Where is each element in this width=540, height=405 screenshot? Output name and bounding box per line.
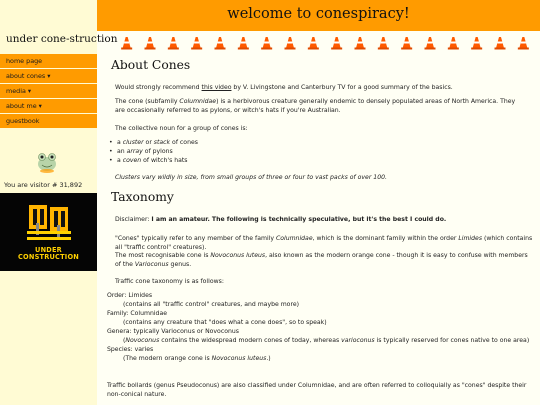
text: Columnidae <box>275 235 313 242</box>
traffic-cone-icon <box>495 37 506 50</box>
text: ( <box>123 337 126 344</box>
cone-row-decoration <box>115 36 535 50</box>
text: Novoconus <box>125 337 160 344</box>
text: is typically reserved for cones native to one area) <box>374 337 530 344</box>
text: by V. Livingstone and Canterbury TV for a good summary of the basics. <box>231 84 453 91</box>
taxonomy-species-note <box>123 355 271 364</box>
collective-nouns-list <box>117 139 198 165</box>
traffic-cone-icon <box>215 37 226 50</box>
nav-item-about-me[interactable]: about me ▾ <box>0 99 97 114</box>
traffic-cone-icon <box>471 37 482 50</box>
text: of cones <box>170 139 198 146</box>
text: Limides <box>458 235 483 242</box>
text: or <box>143 139 154 146</box>
page-title: welcome to conespiracy! <box>227 6 410 22</box>
text: .) <box>266 355 271 362</box>
text: contains the widespread modern cones of today, whereas <box>159 337 342 344</box>
under-construction-text <box>0 247 97 261</box>
taxonomy-family: Family: Columnidae <box>107 310 167 317</box>
text: (which contains all "traffic control" creatures). <box>115 235 533 251</box>
traffic-cone-icon <box>308 37 319 50</box>
text: , also known as the modern orange cone - though it is easy to confuse with members of the <box>115 252 528 268</box>
text: (The modern orange cone is <box>123 355 212 362</box>
banner-line-1: UNDER <box>35 246 62 254</box>
nav-menu <box>0 54 97 129</box>
visitor-counter: You are visitor # 31,892 <box>4 181 83 189</box>
traffic-cone-icon <box>331 37 342 50</box>
text: Would strongly recommend <box>115 84 202 91</box>
text: Columnidae <box>179 98 217 105</box>
taxonomy-genera-note <box>123 337 538 346</box>
text: varioconus <box>341 337 375 344</box>
about-paragraph-3: The collective noun for a group of cones is: <box>115 125 248 132</box>
about-paragraph-4: Clusters vary wildly in size, from small groups of three or four to vast packs of over 100. <box>115 174 387 181</box>
text: cluster <box>122 139 144 146</box>
taxonomy-order-note: (contains all "traffic control" creatures, and maybe more) <box>123 301 300 308</box>
traffic-cone-icon <box>261 37 272 50</box>
text: of pylons <box>142 147 173 155</box>
taxonomy-family-note: (contains any creature that "does what a cone does", so to speak) <box>123 319 327 326</box>
about-heading: About Cones <box>111 58 191 72</box>
text: stack <box>153 139 171 146</box>
traffic-cone-icon <box>168 37 179 50</box>
traffic-cone-icon <box>145 37 156 50</box>
main-content <box>97 56 540 405</box>
traffic-cone-icon <box>238 37 249 50</box>
text: a <box>117 156 123 164</box>
list-item <box>117 139 198 148</box>
sidebar <box>0 0 118 405</box>
text: , which is the dominant family within the order <box>312 235 459 242</box>
frog-counter-icon <box>35 150 59 174</box>
text: a <box>117 139 123 146</box>
about-paragraph-2 <box>115 98 527 116</box>
about-paragraph-1 <box>115 84 535 93</box>
text: of witch's hats <box>141 156 188 164</box>
nav-item-media[interactable]: media ▾ <box>0 84 97 99</box>
text: "Cones" typically refer to any member of the family <box>115 235 276 242</box>
traffic-cone-icon <box>191 37 202 50</box>
text: Novoconus luteus <box>211 355 267 362</box>
under-construction-banner <box>0 193 97 271</box>
traffic-cone-icon <box>285 37 296 50</box>
nav-item-guestbook[interactable]: guestbook <box>0 114 97 129</box>
traffic-cone-icon <box>425 37 436 50</box>
taxonomy-paragraph-1 <box>115 235 535 253</box>
text: an <box>117 147 127 155</box>
text: The most recognisable cone is <box>115 252 211 259</box>
header-bar <box>97 0 540 31</box>
traffic-cone-icon <box>378 37 389 50</box>
traffic-cone-icon <box>355 37 366 50</box>
traffic-cone-icon <box>401 37 412 50</box>
disclaimer <box>115 216 535 225</box>
text: array <box>126 147 143 155</box>
site-title: under cone-struction <box>6 33 118 45</box>
text: The cone (subfamily <box>115 98 180 105</box>
taxonomy-order: Order: Limides <box>107 292 153 299</box>
banner-line-2: CONSTRUCTION <box>18 253 79 261</box>
traffic-cone-icon <box>448 37 459 50</box>
text: Disclaimer: <box>115 216 152 223</box>
taxonomy-paragraph-2 <box>115 252 535 270</box>
taxonomy-heading: Taxonomy <box>111 190 174 204</box>
text: coven <box>122 156 142 164</box>
text: I am an amateur. The following is technically speculative, but it's the best I could do. <box>151 216 447 223</box>
nav-item-about-cones[interactable]: about cones ▾ <box>0 69 97 84</box>
text: ) is a herbivorous creature generally endemic to densely populated areas of North America. They are occasionally referred to as pylons, or witch's hats if you're Australian. <box>115 98 516 114</box>
nav-item-home[interactable]: home page <box>0 54 97 69</box>
taxonomy-species: Species: varies <box>107 346 154 353</box>
text: Novoconus luteus <box>210 252 266 259</box>
taxonomy-paragraph-4: Traffic bollards (genus Pseudoconus) are also classified under Columnidae, and are often referred to colloquially as "cones" despite their non-conical nature. <box>107 382 527 398</box>
barricade-icon <box>0 193 97 247</box>
text: genus. <box>168 260 192 268</box>
traffic-cone-icon <box>518 37 529 50</box>
list-item <box>117 157 198 166</box>
taxonomy-paragraph-3: Traffic cone taxonomy is as follows: <box>115 278 224 285</box>
text: Varioconus <box>134 260 169 268</box>
traffic-cone-icon <box>121 37 132 50</box>
video-link[interactable]: this video <box>201 84 232 91</box>
list-item <box>117 148 198 157</box>
taxonomy-genera: Genera: typically Varioconus or Novoconus <box>107 328 239 335</box>
